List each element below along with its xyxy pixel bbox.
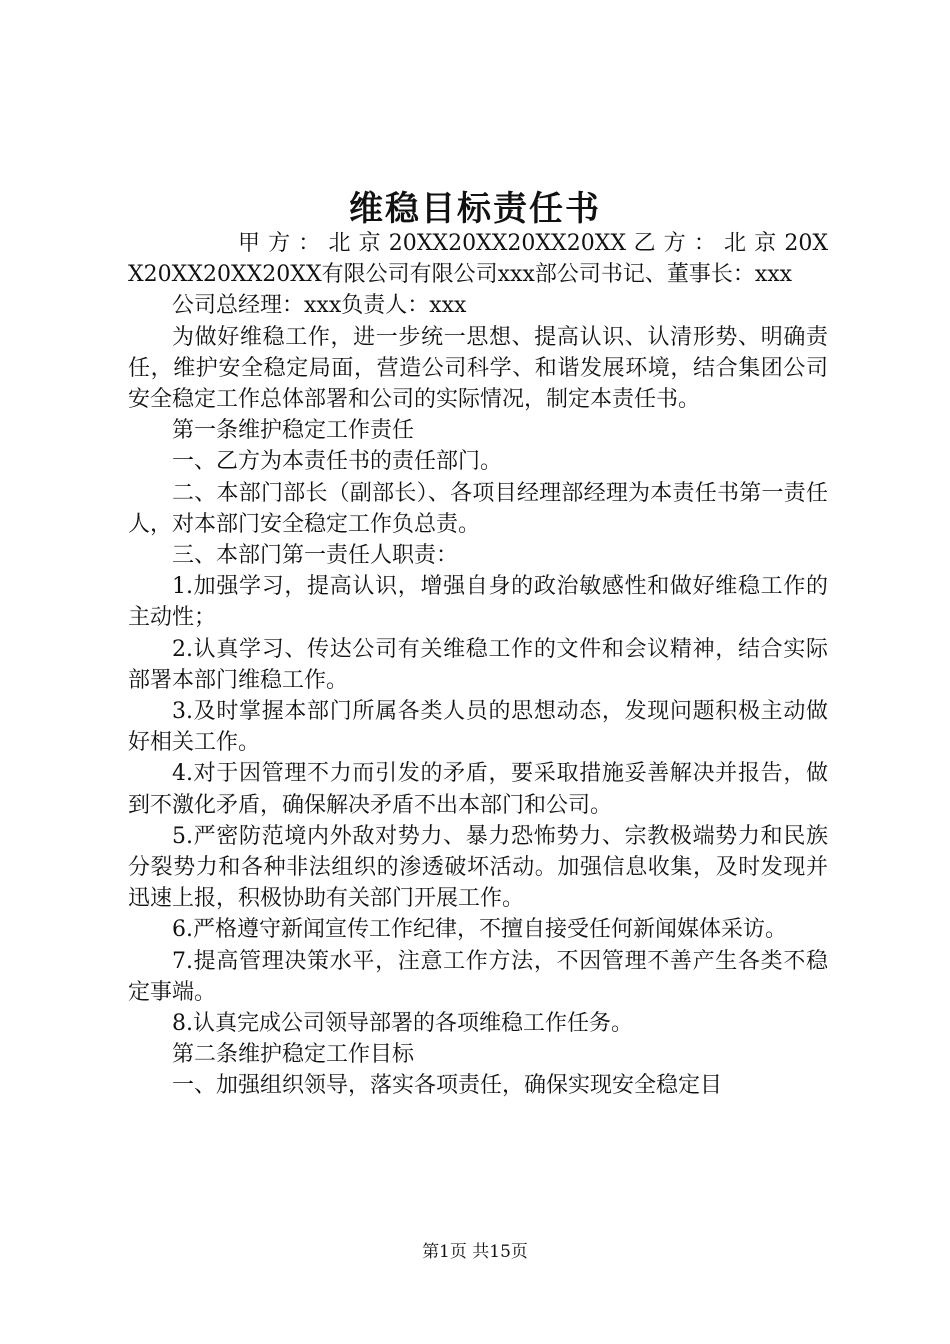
document-body [128,228,828,1102]
page-number-footer: 第1页 共15页 [422,1242,528,1262]
duty-item: 3.及时掌握本部门所属各类人员的思想动态，发现问题积极主动做好相关工作。 [128,699,828,756]
duty-item: 1.加强学习，提高认识，增强自身的政治敏感性和做好维稳工作的主动性； [128,574,828,631]
document-title: 维稳目标责任书 [349,189,601,229]
duty-item: 2.认真学习、传达公司有关维稳工作的文件和会议精神，结合实际部署本部门维稳工作。 [128,636,828,693]
duty-item: 7.提高管理决策水平，注意工作方法，不因管理不善产生各类不稳定事端。 [128,948,828,1005]
parties-paragraph: 甲 方 ： 北 京 20XX20XX20XX20XX 乙 方 ： 北 京 20XX20XX20XX20XX有限公司有限公司xxx部公司书记、董事长：xxx [128,231,828,288]
clause-paragraph: 一、乙方为本责任书的责任部门。 [172,449,503,475]
clause-paragraph: 一、加强组织领导，落实各项责任，确保实现安全稳定目 [172,1073,723,1099]
duty-item: 4.对于因管理不力而引发的矛盾，要采取措施妥善解决并报告，做到不激化矛盾，确保解决矛盾不出本部门和公司。 [128,761,828,818]
article-1-heading: 第一条维护稳定工作责任 [172,418,415,444]
article-2-heading: 第二条维护稳定工作目标 [172,1042,415,1068]
clause-paragraph: 三、本部门第一责任人职责： [172,543,459,569]
manager-line: 公司总经理：xxx负责人：xxx [172,293,467,319]
duty-item: 5.严密防范境内外敌对势力、暴力恐怖势力、宗教极端势力和民族分裂势力和各种非法组织的渗透破坏活动。加强信息收集，及时发现并迅速上报，积极协助有关部门开展工作。 [128,823,828,912]
duty-item: 6.严格遵守新闻宣传工作纪律，不擅自接受任何新闻媒体采访。 [172,917,787,943]
duty-item: 8.认真完成公司领导部署的各项维稳工作任务。 [172,1011,633,1037]
clause-paragraph: 二、本部门部长（副部长）、各项目经理部经理为本责任书第一责任人，对本部门安全稳定工作负总责。 [128,480,828,537]
intro-paragraph: 为做好维稳工作，进一步统一思想、提高认识、认清形势、明确责任，维护安全稳定局面，营造公司科学、和谐发展环境，结合集团公司安全稳定工作总体部署和公司的实际情况，制定本责任书。 [128,324,828,413]
